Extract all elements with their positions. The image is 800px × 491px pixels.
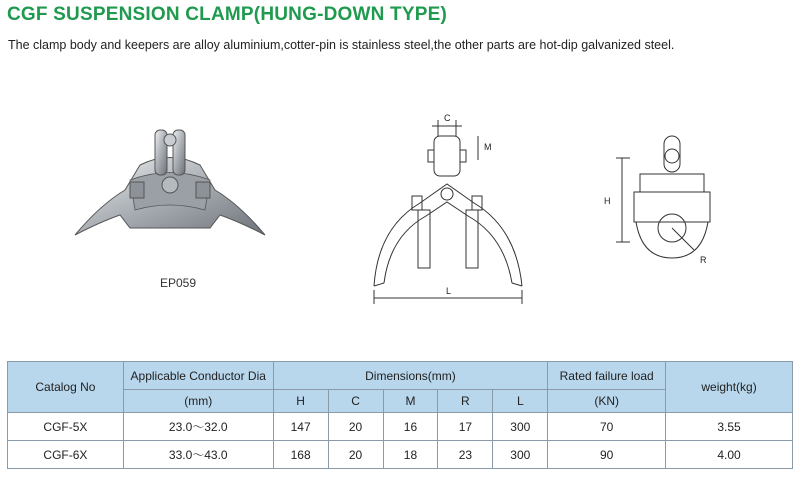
- cell-catalog: CGF-6X: [8, 441, 124, 469]
- cell-weight: 4.00: [666, 441, 793, 469]
- cell-load: 70: [548, 413, 666, 441]
- cell-c: 20: [328, 441, 383, 469]
- header-weight: weight(kg): [666, 362, 793, 413]
- dim-label-c: C: [444, 113, 451, 123]
- cell-catalog: CGF-5X: [8, 413, 124, 441]
- cell-m: 16: [383, 413, 438, 441]
- cell-load: 90: [548, 441, 666, 469]
- header-load: Rated failure load: [548, 362, 666, 390]
- clamp-photo: [70, 110, 270, 250]
- page-title: CGF SUSPENSION CLAMP(HUNG-DOWN TYPE): [7, 4, 447, 25]
- header-conductor: Applicable Conductor Dia: [123, 362, 273, 390]
- cell-h: 168: [273, 441, 328, 469]
- cell-dia: 23.0～32.0: [123, 413, 273, 441]
- cell-c: 20: [328, 413, 383, 441]
- table-row: [8, 413, 793, 441]
- header-catalog: Catalog No: [8, 362, 124, 413]
- side-view-drawing: [590, 118, 730, 278]
- spec-table: [7, 361, 793, 469]
- header-dim-m: M: [383, 390, 438, 413]
- product-description: The clamp body and keepers are alloy aluminium,cotter-pin is stainless steel,the other parts are hot-dip galvanized steel.: [8, 38, 675, 52]
- dim-label-r: R: [700, 255, 707, 265]
- cell-weight: 3.55: [666, 413, 793, 441]
- dim-label-l: L: [446, 286, 452, 296]
- cell-r: 23: [438, 441, 493, 469]
- cell-l: 300: [493, 441, 548, 469]
- front-view-drawing: [360, 108, 540, 308]
- header-dim-h: H: [273, 390, 328, 413]
- header-conductor-unit: (mm): [123, 390, 273, 413]
- cell-m: 18: [383, 441, 438, 469]
- cell-l: 300: [493, 413, 548, 441]
- dim-label-h: H: [604, 196, 611, 206]
- cell-h: 147: [273, 413, 328, 441]
- cell-r: 17: [438, 413, 493, 441]
- cell-dia: 33.0～43.0: [123, 441, 273, 469]
- header-dim-l: L: [493, 390, 548, 413]
- header-dim-c: C: [328, 390, 383, 413]
- photo-caption: EP059: [160, 276, 197, 290]
- table-row: [8, 441, 793, 469]
- header-dimensions: Dimensions(mm): [273, 362, 548, 390]
- dim-label-m: M: [484, 142, 492, 152]
- header-load-unit: (KN): [548, 390, 666, 413]
- header-dim-r: R: [438, 390, 493, 413]
